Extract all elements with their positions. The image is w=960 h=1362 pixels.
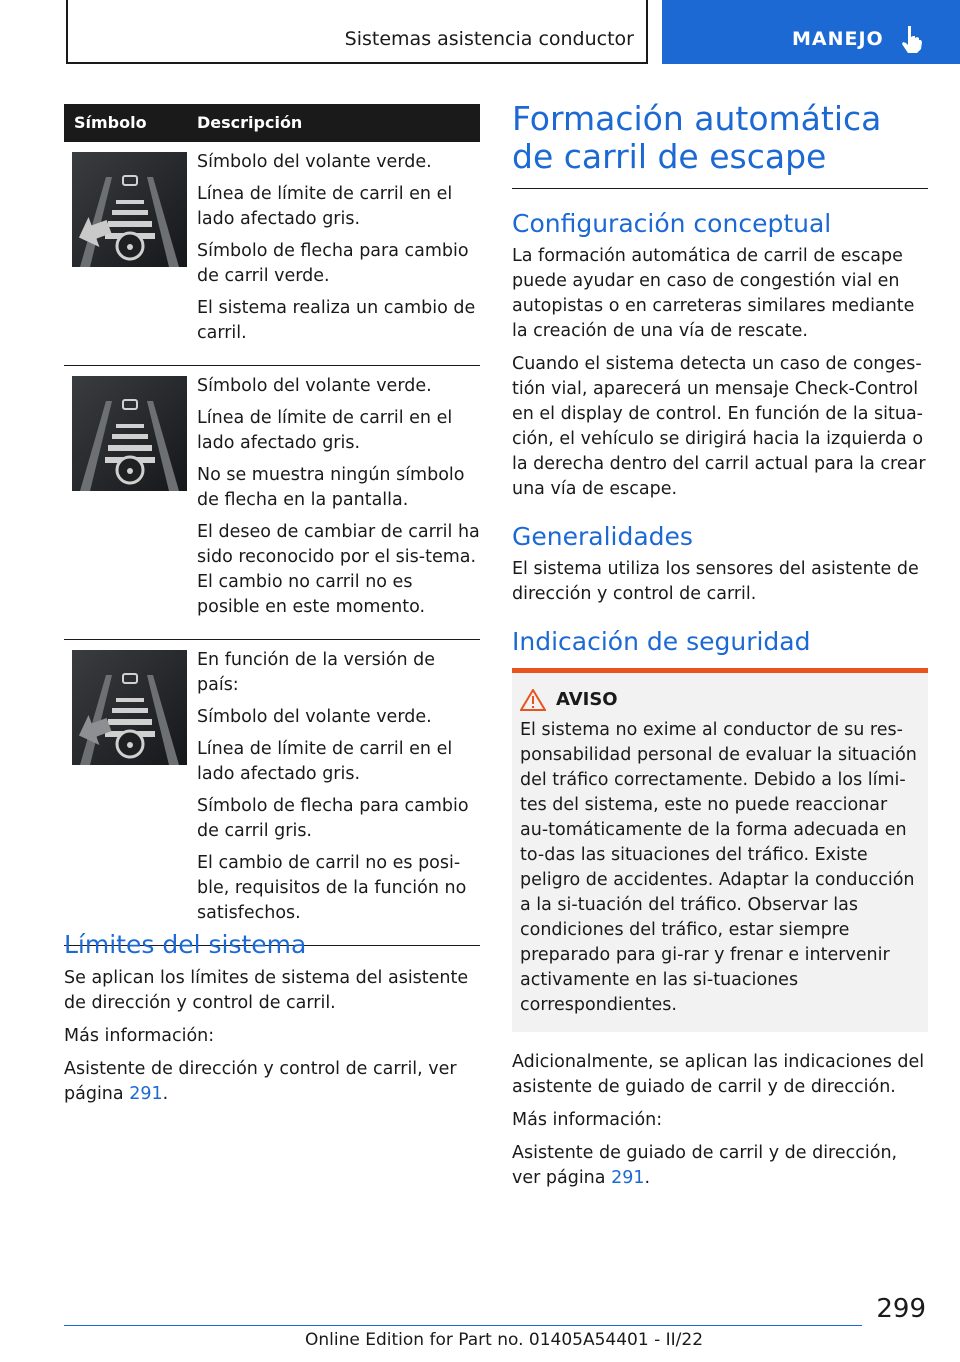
paragraph [512, 1141, 928, 1191]
general-heading: Generalidades [512, 522, 693, 551]
description-line: Símbolo del volante verde. [197, 376, 432, 396]
paragraph: Más información: [64, 1026, 215, 1046]
warning-box [512, 668, 928, 1032]
description-line: Símbolo del volante verde. [197, 707, 432, 727]
page-link[interactable]: 291 [611, 1168, 645, 1188]
right-column [512, 100, 928, 1199]
table-row [64, 142, 480, 366]
warning-text: El sistema no exime al conductor de su res-ponsabilidad personal de evaluar la situación del tráfico correctamente. Debido a los lími-tes del sistema, este no puede reaccionar au-tomáticamente de la forma adecuada en to-das las situaciones del tráfico. Existe peligro de accidentes. Adaptar la conducción a la si-tuación del tráfico. Observar las condiciones del tráfico, estar siempre preparado para gi-rar y frenar e intervenir activamente en las si-tuaciones correspondientes. [520, 720, 917, 1015]
system-limits-body [64, 966, 480, 1115]
warning-title: AVISO [556, 689, 618, 710]
chapter-title: MANEJO [792, 28, 884, 50]
paragraph: El sistema utiliza los sensores del asistente de dirección y control de carril. [512, 559, 919, 604]
punctuation: . [162, 1084, 169, 1104]
section-title: Sistemas asistencia conductor [344, 28, 634, 50]
reference-text: Asistente de dirección y control de carril, ver página [64, 1059, 457, 1104]
table-row [64, 640, 480, 946]
warning-triangle-icon [520, 689, 546, 711]
paragraph: Más información: [512, 1110, 663, 1130]
lane-change-requested-icon [72, 376, 187, 491]
paragraph: Se aplican los límites de sistema del asistente de dirección y control de carril. [64, 968, 469, 1013]
paragraph: La formación automática de carril de escape puede ayudar en caso de congestión vial en autopistas o en carreteras similares mediante la creación de una vía de rescate. [512, 246, 915, 341]
paragraph [64, 1057, 480, 1107]
paragraph: Adicionalmente, se aplican las indicaciones del asistente de guiado de carril y de dirección. [512, 1052, 925, 1097]
description-line: Línea de límite de carril en el lado afectado gris. [197, 408, 453, 453]
description-line: En función de la versión de país: [197, 650, 436, 695]
description-line: Símbolo del volante verde. [197, 152, 432, 172]
description-line: Símbolo de flecha para cambio de carril verde. [197, 241, 469, 286]
lane-change-active-icon [72, 152, 187, 267]
system-limits-heading: Límites del sistema [64, 930, 307, 959]
safety-heading: Indicación de seguridad [512, 627, 811, 656]
row-description [197, 366, 480, 639]
description-line: Línea de límite de carril en el lado afectado gris. [197, 184, 453, 229]
description-line: Línea de límite de carril en el lado afectado gris. [197, 739, 453, 784]
pointing-hand-icon [898, 24, 924, 54]
edition-footer: Online Edition for Part no. 01405A54401 - II/22 [305, 1330, 704, 1350]
symbol-table [64, 104, 480, 946]
warning-header [520, 687, 920, 712]
column-header-symbol: Símbolo [74, 113, 147, 132]
reference-text: Asistente de guiado de carril y de dirección, ver página [512, 1143, 898, 1188]
description-line: El cambio de carril no es posi-ble, requisitos de la función no satisfechos. [197, 853, 467, 923]
row-description [197, 142, 480, 365]
description-line: El sistema realiza un cambio de carril. [197, 298, 476, 343]
footer-divider [64, 1325, 862, 1326]
header-chapter-tab[interactable] [662, 0, 960, 64]
punctuation: . [644, 1168, 651, 1188]
description-line: No se muestra ningún símbolo de flecha en la pantalla. [197, 465, 465, 510]
page-number: 299 [876, 1294, 926, 1324]
description-line: Símbolo de flecha para cambio de carril gris. [197, 796, 469, 841]
lane-change-unavailable-icon [72, 650, 187, 765]
paragraph: Cuando el sistema detecta un caso de conges-tión vial, aparecerá un mensaje Check-Control en el display de control. En función de la situa-ción, el vehículo se dirigirá hacia la izquierda o la derecha dentro del carril actual para la crear una vía de escape. [512, 354, 926, 499]
table-header [64, 104, 480, 142]
page-link[interactable]: 291 [129, 1084, 163, 1104]
row-description [197, 640, 480, 945]
concept-heading: Configuración conceptual [512, 209, 832, 238]
table-row [64, 366, 480, 640]
description-line: El deseo de cambiar de carril ha sido reconocido por el sis-tema. El cambio no carril no es posible en este momento. [197, 522, 480, 617]
main-heading: Formación automática de carril de escape [512, 100, 928, 189]
header-section-box [66, 0, 648, 64]
column-header-description: Descripción [197, 113, 303, 132]
